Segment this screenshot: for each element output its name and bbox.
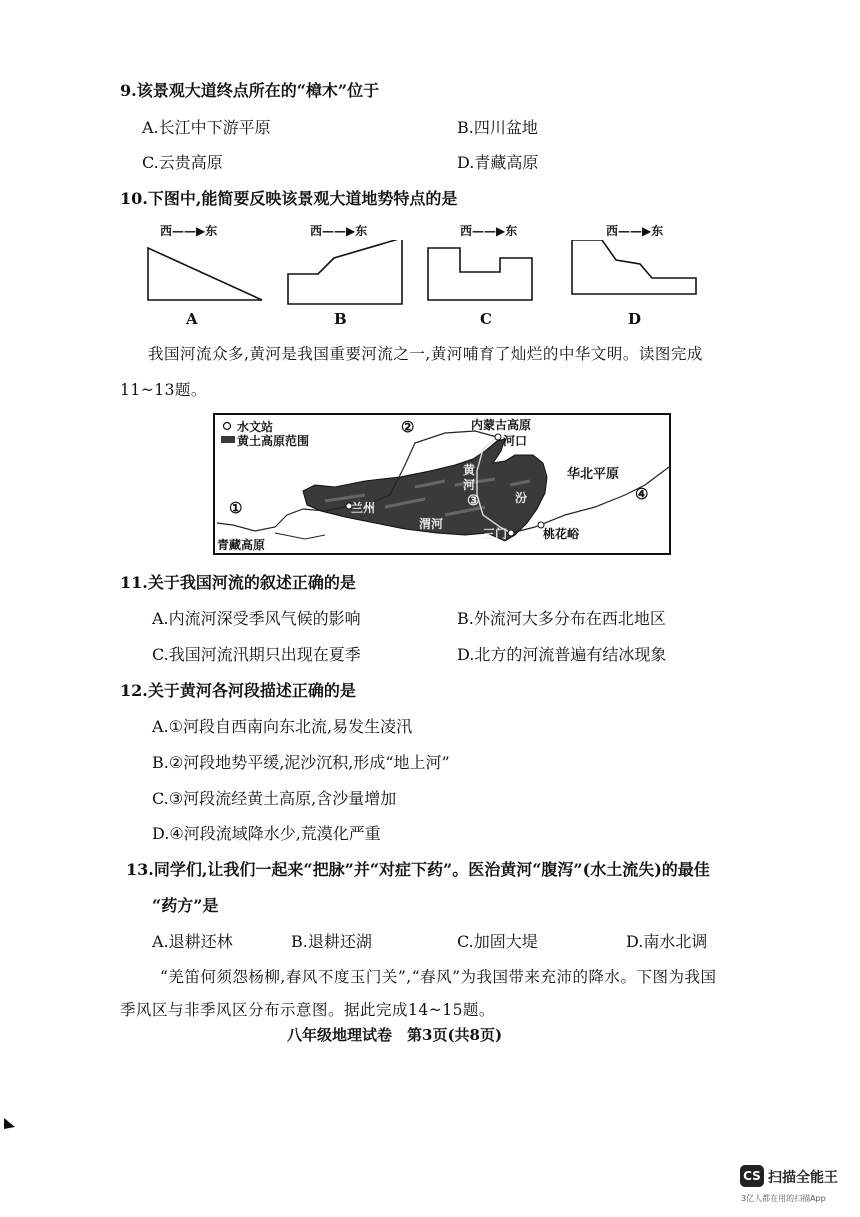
river-upper-branch	[275, 533, 325, 539]
q11-option-b: B.外流河大多分布在西北地区	[457, 609, 666, 628]
q13-option-a: A.退耕还林	[152, 932, 233, 951]
q11-option-a: A.内流河深受季风气候的影响	[152, 609, 361, 628]
label-huanghe-2: 河	[463, 478, 476, 492]
camscanner-name: 扫描全能王	[768, 1170, 838, 1186]
q13-option-b: B.退耕还湖	[291, 932, 372, 951]
profile-d	[572, 240, 696, 294]
yellow-river-map	[213, 413, 671, 555]
marker-2: ②	[401, 418, 415, 436]
intro-14-15-line1: “羌笛何须怨杨柳,春风不度玉门关”,“春风”为我国带来充沛的降水。下图为我国	[160, 968, 717, 986]
label-taohuayu: 桃花峪	[543, 527, 580, 541]
station-hekou	[495, 434, 501, 440]
q10-stem: 10.下图中,能简要反映该景观大道地势特点的是	[120, 189, 458, 208]
direction-label-c: 西——▶东	[460, 224, 518, 238]
q11-option-c: C.我国河流汛期只出现在夏季	[152, 645, 361, 664]
direction-label-b: 西——▶东	[310, 224, 368, 238]
q13-option-d: D.南水北调	[626, 932, 708, 951]
terrain-profile-diagrams	[140, 240, 720, 310]
q12-option-c: C.③河段流经黄土高原,含沙量增加	[152, 789, 397, 808]
label-qinghai-tibet: 青藏高原	[217, 538, 266, 552]
panel-label-b: B	[334, 310, 347, 328]
label-sanmenxia: 三门	[483, 527, 508, 541]
profile-b	[288, 240, 402, 304]
q11-option-d: D.北方的河流普遍有结冰现象	[457, 645, 667, 664]
q13-stem-line1: 13.同学们,让我们一起来“把脉”并“对症下药”。医治黄河“腹泻”(水土流失)的最佳	[126, 860, 710, 879]
legend-loess-icon	[221, 436, 235, 443]
q9-option-b: B.四川盆地	[457, 118, 538, 137]
panel-label-c: C	[480, 310, 492, 328]
q13-option-c: C.加固大堤	[457, 932, 538, 951]
station-sanmenxia	[508, 530, 514, 536]
q12-option-a: A.①河段自西南向东北流,易发生凌汛	[152, 717, 413, 736]
q11-stem: 11.关于我国河流的叙述正确的是	[120, 573, 356, 592]
label-inner-mongolia: 内蒙古高原	[471, 418, 532, 432]
q12-stem: 12.关于黄河各河段描述正确的是	[120, 681, 356, 700]
label-lanzhou: 兰州	[351, 501, 376, 515]
label-north-china-plain: 华北平原	[567, 467, 620, 482]
q9-option-a: A.长江中下游平原	[142, 118, 271, 137]
q12-option-b: B.②河段地势平缓,泥沙沉积,形成“地上河”	[152, 753, 450, 772]
label-hekou: 河口	[503, 434, 528, 448]
intro-11-13-line2: 11~13题。	[120, 381, 207, 399]
marker-3: ③	[467, 493, 480, 509]
panel-label-a: A	[186, 310, 198, 328]
marker-4: ④	[635, 485, 649, 503]
intro-11-13-line1: 我国河流众多,黄河是我国重要河流之一,黄河哺育了灿烂的中华文明。读图完成	[148, 345, 703, 363]
q13-stem-line2: “药方”是	[152, 896, 219, 915]
corner-arrow-icon	[4, 1118, 16, 1130]
camscanner-tagline: 3亿人都在用的扫描App	[741, 1194, 826, 1203]
q9-stem: 9.该景观大道终点所在的“樟木”位于	[120, 81, 380, 100]
page-footer: 八年级地理试卷 第3页(共8页)	[287, 1026, 503, 1044]
legend-loess-label: 黄土高原范围	[237, 434, 310, 448]
direction-label-d: 西——▶东	[606, 224, 664, 238]
panel-label-d: D	[628, 310, 642, 328]
q12-option-d: D.④河段流域降水少,荒漠化严重	[152, 824, 381, 843]
q9-option-d: D.青藏高原	[457, 153, 539, 172]
label-huanghe-1: 黄	[463, 463, 476, 477]
profile-c	[428, 248, 532, 300]
legend-station-label: 水文站	[237, 420, 274, 434]
q9-option-c: C.云贵高原	[142, 153, 223, 172]
marker-1: ①	[229, 499, 243, 517]
legend-station-icon	[224, 423, 231, 430]
label-weihe: 渭河	[419, 517, 444, 531]
profile-a	[148, 248, 262, 300]
intro-14-15-line2: 季风区与非季风区分布示意图。据此完成14~15题。	[120, 1001, 495, 1019]
label-fen: 汾	[515, 491, 528, 505]
camscanner-logo-icon: CS	[740, 1165, 764, 1187]
direction-label-a: 西——▶东	[160, 224, 218, 238]
